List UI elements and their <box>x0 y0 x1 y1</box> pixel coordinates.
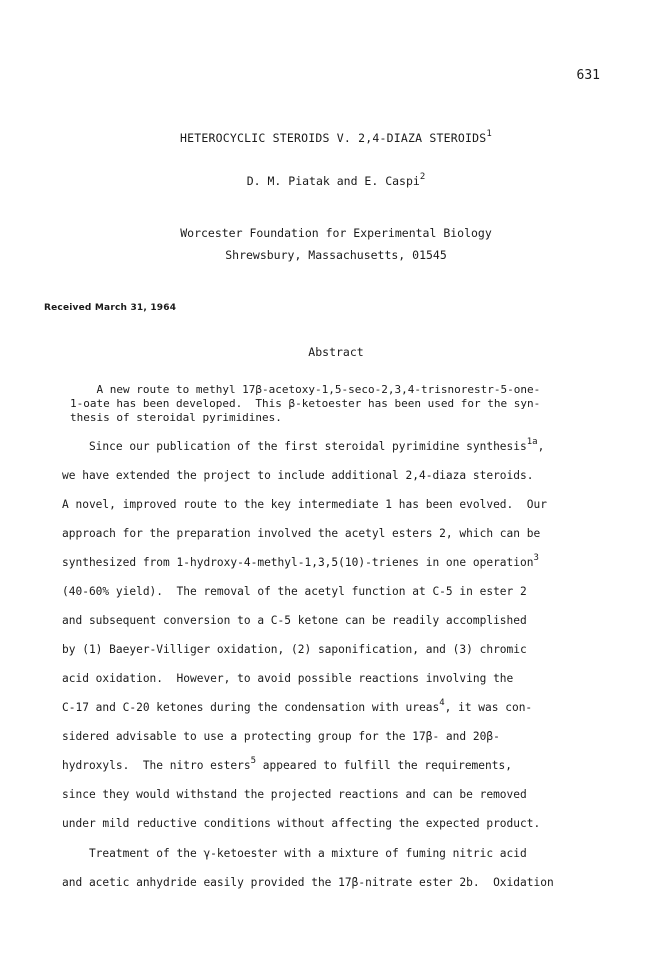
authors-text: D. M. Piatak and E. Caspi <box>246 174 420 188</box>
reference-marker: 3 <box>533 553 539 563</box>
body-line-text: Since our publication of the first steroidal pyrimidine synthesis <box>62 440 527 453</box>
body-line-tail: appeared to fulfill the requirements, <box>256 759 512 772</box>
body-line: we have extended the project to include additional 2,4-diaza steroids. <box>62 469 534 482</box>
reference-marker: 4 <box>439 698 445 708</box>
received-date: Received March 31, 1964 <box>44 303 177 313</box>
reference-marker: 5 <box>250 756 257 766</box>
body-line <box>62 553 539 569</box>
affiliation-line-1: Worcester Foundation for Experimental Biology <box>180 226 492 240</box>
body-line-tail: , it was con- <box>444 701 533 714</box>
body-line: and subsequent conversion to a C-5 ketone can be readily accomplished <box>62 614 527 627</box>
body-line <box>62 698 533 714</box>
authors <box>0 174 672 188</box>
authors-footnote-marker: 2 <box>419 172 426 182</box>
body-line: under mild reductive conditions without affecting the expected product. <box>62 817 541 830</box>
body-line: sidered advisable to use a protecting group for the 17β- and 20β- <box>62 730 500 743</box>
reference-marker: 1a <box>526 437 538 447</box>
title-footnote-marker: 1 <box>486 129 492 139</box>
body-line-tail: , <box>537 440 545 453</box>
abstract-text <box>70 383 610 425</box>
body-line: approach for the preparation involved the acetyl esters 2, which can be <box>62 527 541 540</box>
abstract-line: A new route to methyl 17β-acetoxy-1,5-seco-2,3,4-trisnorestr-5-one- <box>70 383 541 396</box>
body-line-text: C-17 and C-20 ketones during the condensation with ureas <box>62 701 440 714</box>
body-line: since they would withstand the projected reactions and can be removed <box>62 788 527 801</box>
body-line: A novel, improved route to the key intermediate 1 has been evolved. Our <box>62 498 547 511</box>
abstract-heading: Abstract <box>308 345 364 359</box>
affiliation-line-2: Shrewsbury, Massachusetts, 01545 <box>225 248 447 262</box>
page-number: 631 <box>576 68 600 83</box>
body-line: Treatment of the γ-ketoester with a mixture of fuming nitric acid <box>62 847 527 860</box>
paper-title <box>0 131 672 145</box>
body-line-text: synthesized from 1-hydroxy-4-methyl-1,3,5(10)-trienes in one operation <box>62 556 534 569</box>
abstract-line: thesis of steroidal pyrimidines. <box>70 411 282 424</box>
body-line <box>62 756 512 772</box>
body-line <box>62 437 545 453</box>
body-line: by (1) Baeyer-Villiger oxidation, (2) saponification, and (3) chromic <box>62 643 527 656</box>
abstract-line: 1-oate has been developed. This β-ketoester has been used for the syn- <box>70 397 541 410</box>
body-line-text: hydroxyls. The nitro esters <box>62 759 251 772</box>
paper-title-text: HETEROCYCLIC STEROIDS V. 2,4-DIAZA STEROIDS <box>180 131 487 145</box>
body-line: and acetic anhydride easily provided the 17β-nitrate ester 2b. Oxidation <box>62 876 554 889</box>
body-line: acid oxidation. However, to avoid possible reactions involving the <box>62 672 514 685</box>
body-line: (40-60% yield). The removal of the acetyl function at C-5 in ester 2 <box>62 585 527 598</box>
